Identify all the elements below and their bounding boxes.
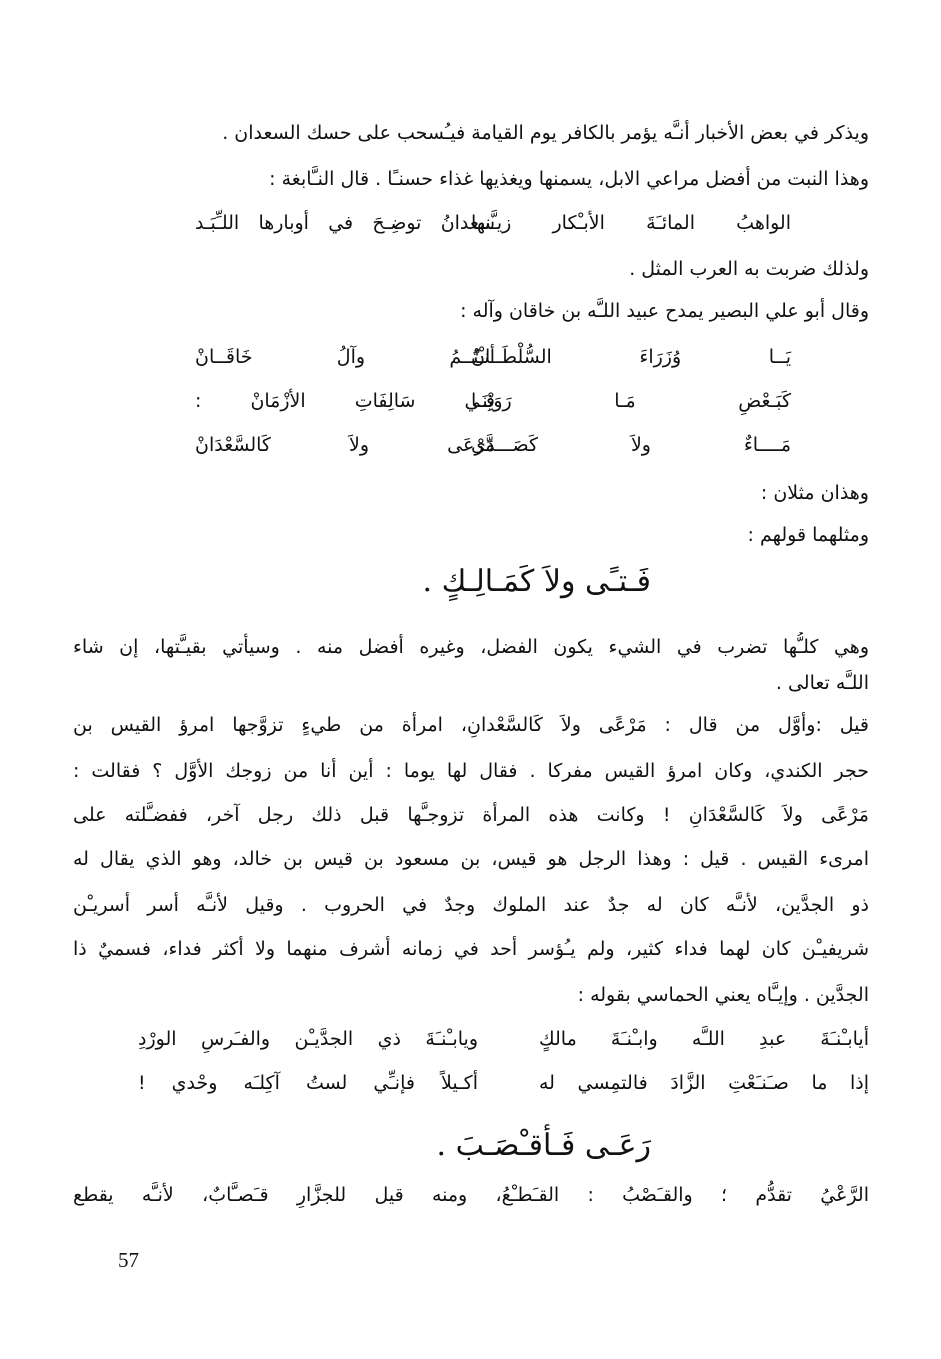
poem-hemistich-right: كَبَـعْضِ مَـا رَوَيْنَـا: [471, 390, 791, 412]
paragraph-line: الجدَّين . وإيـَّاه يعني الحماسي بقوله :: [577, 984, 869, 1006]
poem-hemistich-left: مَرْعَى ولاَ كَالسَّعْدَانْ: [195, 434, 495, 456]
paragraph-line: الرَّعْيُ تقدُّم ؛ والقـَصْبُ : القـَطـْعُ، ومنه قيل للجزَّارِ قـَصـَّابٌ، لأنـَّه يقطع: [73, 1184, 869, 1206]
verse-hemistich-right: الواهبُ المائـَةَ الأبـْكار زيـَّنها: [471, 212, 791, 234]
paragraph-line: مَرْعًى ولاَ كَالسَّعْدَانِ ! وكانت هذه المرأة تزوجـَّها قبل ذلك رجل آخر، ففضـَّلته على: [73, 804, 869, 826]
verse-hemistich-left: ويابـْنـَةَ ذي الجدَّيـْن والفـَرسِ الورْدِ: [138, 1028, 478, 1050]
verse-hemistich-right: إذا ما صـَنـَعْتِ الزَّادَ فالتمِسي له: [539, 1072, 869, 1094]
paragraph-line: شريفيـْن كان لهما فداء كثير، ولم يـُؤسر أحد في زمانه أشرف منهما ولا أكثر فداء، فسميٌ ذا: [73, 938, 869, 960]
verse-hemistich-left: أكـيلاً فإنـِّي لستُ آكِلـَه وحْدي !: [138, 1072, 478, 1094]
poem-hemistich-left: فِـي سَالِفَاتِ الأزْمَانْ :: [195, 390, 495, 412]
paragraph-line: وهذان مثلان :: [760, 482, 869, 504]
proverb-heading: رَعَـى فَـأقـْصَـبَ .: [436, 1128, 651, 1163]
paragraph-line: ذو الجدَّين، لأنـَّه كان له جدٌ عند الملوك وجدٌ في الحروب . وقيل لأنـَّه أسر أسريـْن: [73, 894, 869, 916]
paragraph-line: وقال أبو علي البصير يمدح عبيد اللـَّه بن خاقان وآله :: [460, 300, 869, 322]
paragraph-line: ويذكر في بعض الأخبار أنـَّه يؤمر بالكافر يوم القيامة فيـُسحب على حسك السعدان .: [222, 122, 869, 144]
verse-hemistich-left: سعدانُ توضِـحَ في أوبارها اللـِّبَـد: [195, 212, 495, 234]
page-number: 57: [118, 1248, 139, 1272]
proverb-heading: فَـتـًى ولاَ كَمَـالِـكٍ .: [422, 564, 651, 599]
paragraph-line: وهي كلـُّها تضرب في الشيء يكون الفضل، وغيره أفضل منه . وسيأتي بقيـَّتها، إن شاء: [73, 636, 869, 658]
paragraph-line: امرىء القيس . قيل : وهذا الرجل هو قيس، بن مسعود بن قيس بن خالد، وهو الذي يقال له: [73, 848, 869, 870]
paragraph-line: ولذلك ضربت به العرب المثل .: [629, 258, 869, 280]
paragraph-line: اللـَّه تعالى .: [775, 672, 869, 694]
poem-hemistich-right: يَــا وُزَرَاءَ السُّلْطَــانْ: [471, 346, 791, 368]
paragraph-line: وهذا النبت من أفضل مراعي الابل، يسمنها ويغذيها غذاء حسنـًا . قال النـَّابغة :: [269, 168, 869, 190]
poem-hemistich-left: أنـْتُــمُ وآلُ خَاقَــانْ: [195, 346, 495, 368]
verse-hemistich-right: أيابـْنـَةَ عبدِ اللـَّه وابـْنـَةَ مالكٍ: [539, 1028, 869, 1050]
poem-hemistich-right: مَــــاءٌ ولاَ كَصَـــدَّى: [471, 434, 791, 456]
paragraph-line: حجر الكندي، وكان امرؤ القيس مفركا . فقال لها يوما : أين أنا من زوجك الأوَّل ؟ فقالت :: [73, 760, 869, 782]
paragraph-line: ومثلهما قولهم :: [747, 524, 869, 546]
paragraph-line: قيل :وأوَّل من قال : مَرْعًى ولاَ كَالسَّعْدانِ، امرأة من طيءٍ تزوَّجها امرؤ القيس بن: [73, 714, 869, 736]
